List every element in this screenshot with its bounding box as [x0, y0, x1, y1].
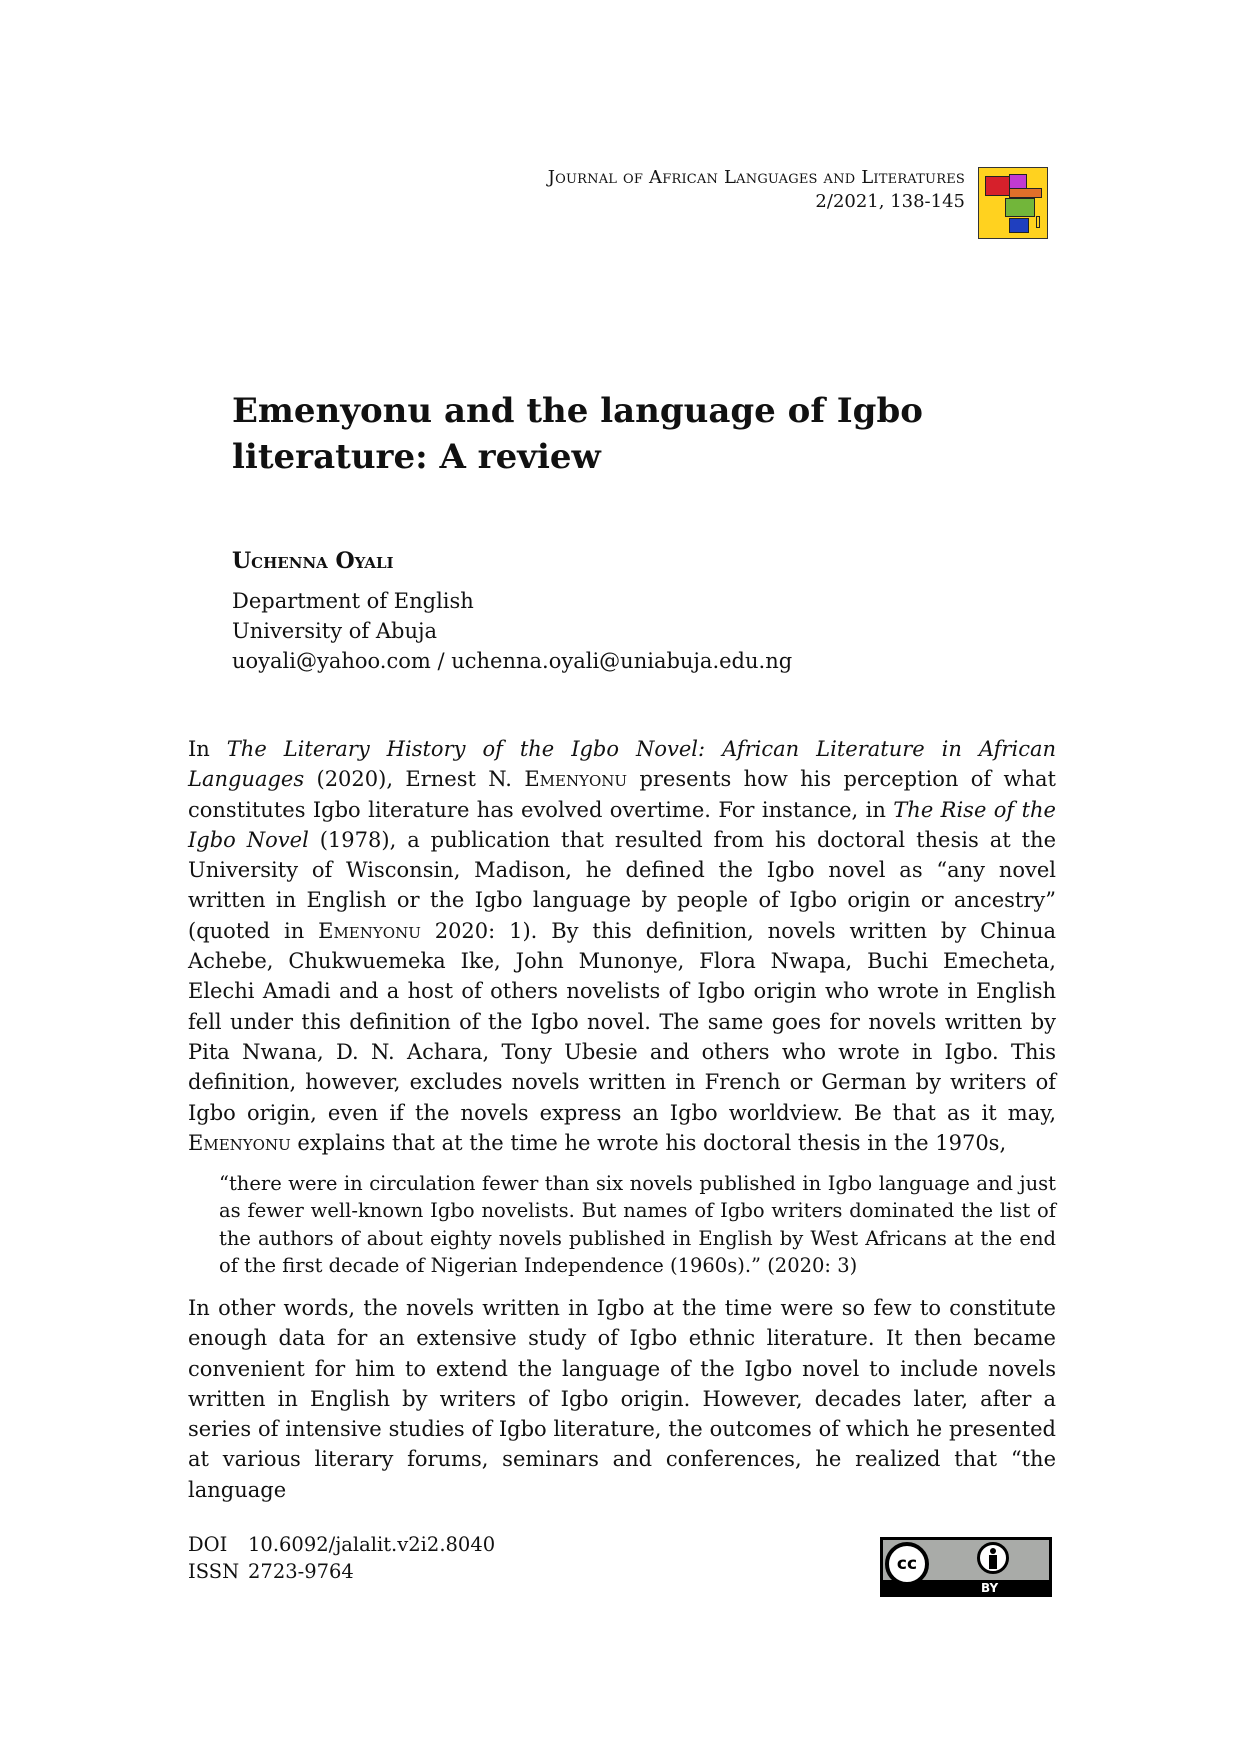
cc-by-license-badge[interactable]	[880, 1537, 1052, 1597]
issn-value: 2723-9764	[248, 1560, 354, 1583]
journal-header	[548, 166, 965, 214]
paragraph-2: In other words, the novels written in Igbo at the time were so few to constitute enough data for an extensive study of Igbo ethnic literature. It then became convenient for him to extend the language of the Igbo novel to include novels written in English by writers of Igbo origin. However, decades later, after a series of intensive studies of Igbo literature, the outcomes of which he presented at various literary forums, seminars and conferences, he realized that “the language	[188, 1295, 1056, 1502]
journal-name: Journal of African Languages and Literatures	[547, 167, 965, 188]
author-ref: Emenyonu	[318, 918, 421, 943]
book-title: The Literary History of the Igbo Novel: African Literature in African Languages	[188, 737, 1056, 792]
paragraph-1: In The Literary History of the Igbo Novel: African Literature in African Languages (2020), Ernest N. Emenyonu presents how his perception of what constitutes Igbo literature has evolved overtime. For instance, in The Rise of the Igbo Novel (1978), a publication that resulted from his doctoral thesis at the University of Wisconsin, Madison, he defined the Igbo novel as “any novel written in English or the Igbo language by people of Igbo origin or ancestry” (quoted in Emenyonu 2020: 1). By this definition, novels written by Chinua Achebe, Chukwuemeka Ike, John Munonye, Flora Nwapa, Buchi Emecheta, Elechi Amadi and a host of others novelists of Igbo origin who wrote in English fell under this definition of the Igbo novel. The same goes for novels written by Pita Nwana, D. N. Achara, Tony Ubesie and others who wrote in Igbo. This definition, however, excludes novels written in French or German by writers of Igbo origin, even if the novels express an Igbo worldview. Be that as it may, Emenyonu explains that at the time he wrote his doctoral thesis in the 1970s,	[188, 737, 1056, 1155]
journal-issue: 2/2021, 138-145	[815, 191, 965, 212]
article-body	[188, 734, 1056, 1505]
author-name: Uchenna Oyali	[232, 548, 394, 574]
author-ref: Emenyonu	[524, 767, 628, 792]
article-title	[232, 388, 1032, 480]
book-title: The Rise of the Igbo Novel	[188, 797, 1056, 852]
author-email[interactable]: uoyali@yahoo.com / uchenna.oyali@uniabuja.edu.ng	[232, 649, 793, 673]
author-university: University of Abuja	[232, 619, 437, 643]
doi-issn-block	[188, 1531, 495, 1585]
doi-line: DOI 10.6092/jalalit.v2i2.8040	[188, 1533, 496, 1556]
title-line-1: Emenyonu and the language of Igbo	[232, 391, 923, 431]
by-label: BY	[981, 1581, 999, 1595]
cc-icon: cc	[885, 1542, 929, 1586]
issn-line: ISSN 2723-9764	[188, 1560, 354, 1583]
author-block	[232, 546, 792, 676]
doi-value[interactable]: 10.6092/jalalit.v2i2.8040	[248, 1533, 496, 1556]
author-department: Department of English	[232, 589, 474, 613]
block-quote: “there were in circulation fewer than six novels published in Igbo language and just as fewer well-known Igbo novelists. But names of Igbo writers dominated the list of the authors of about eighty novels published in English by West Africans at the end of the first decade of Nigerian Independence (1960s).” (2020: 3)	[219, 1172, 1056, 1277]
title-line-2: literature: A review	[232, 437, 601, 477]
author-ref: Emenyonu	[188, 1130, 291, 1155]
attribution-icon	[977, 1542, 1009, 1574]
journal-logo-icon	[978, 167, 1048, 239]
